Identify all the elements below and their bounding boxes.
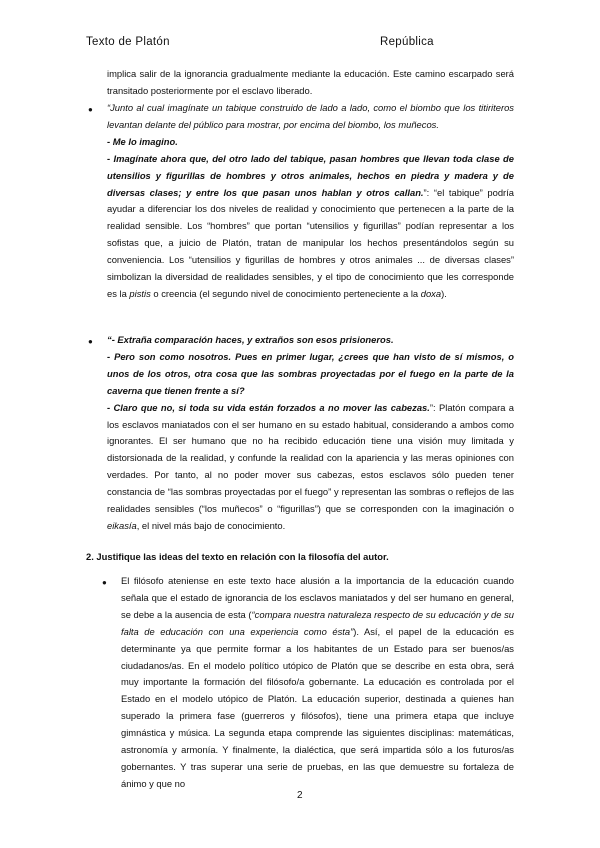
list-item-quote-tabique — [107, 100, 514, 303]
term-pistis: pistis — [129, 287, 151, 299]
question-heading: 2. Justifique las ideas del texto en relación con la filosofía del autor. — [86, 551, 389, 562]
commentary-text: ). — [441, 287, 447, 299]
header-title-right: República — [380, 36, 434, 48]
header-title-left: Texto de Platón — [86, 36, 170, 48]
quote-text: “- Extraña comparación haces, y extraños son esos prisioneros. — [107, 334, 394, 345]
answer-text: El filósofo ateniense en este texto hace alusión a la importancia de la educación cuando señala que el estado de ignorancia de los esclavos maniatados y del ser humano en general, se debe a la ausencia de esta ( — [121, 575, 514, 620]
commentary-text: ”: “el tabique” podría ayudar a diferenciar los dos niveles de realidad y conocimiento que pertenecen a la parte de la realidad sensible. Los “hombres” que portan “utensilios y figurillas” podían representar a los sofistas que, a juicio de Platón, tratan de manipular los hechos presentándolos según su conveniencia. Los “utensilios y figurillas de hombres y otros animales ... de diversas clases” simbolizan la diversidad de realidades sensibles, y el tipo de conocimiento que les corresponde es la — [107, 186, 514, 299]
term-eikasia: eikasía — [107, 519, 137, 531]
answer-text: ). Así, el papel de la educación es determinante ya que permite formar a los habitantes de un Estado para ser buenos/as ciudadanos/as. En el modelo político utópico de Platón que se describe en esta obra, será muy importante la formación del filósofo/a gobernante. La educación es controlada por el Estado en el modelo utópico de Platón. La educación superior, destinada a quienes han superado la primera fase (guerreros y filósofos), tiene una primera etapa que incluye gimnástica y música. La segunda etapa comprende las siguientes disciplinas: matemáticas, astronomía y armonía. Y finalmente, la dialéctica, que será impartida sólo a los futuros/as gobernantes. Y tras superar una serie de pruebas, en las que demuestre su fortaleza de ánimo y que no — [121, 625, 514, 789]
bullet-icon: ● — [88, 105, 93, 114]
commentary-text: , el nivel más bajo de conocimiento. — [136, 519, 286, 531]
quote-text: - Pero son como nosotros. Pues en primer lugar, ¿crees que han visto de sí mismos, o unos de los otros, otra cosa que las sombras proyectadas por el fuego en la parte de la caverna que tienen frente a sí? — [107, 350, 514, 396]
quote-text: “Junto al cual imagínate un tabique construido de lado a lado, como el biombo que los titiriteros levantan delante del público para mostrar, por encima del biombo, los muñecos. — [107, 102, 514, 130]
commentary-text: o creencia (el segundo nivel de conocimiento perteneciente a la — [150, 287, 421, 299]
page-number: 2 — [297, 790, 303, 801]
list-item-quote-prisioneros — [107, 332, 514, 535]
quote-text: - Imagínate ahora que, del otro lado del tabique, pasan hombres que llevan toda clase de utensilios y figurillas de hombres y otros animales, hechos en piedra y madera y de diversas clases; y entre los que pasan unos hablan y otros callan. — [107, 152, 514, 198]
bullet-icon: ● — [102, 578, 107, 587]
quote-text: - Claro que no, si toda su vida están forzados a no mover las cabezas. — [107, 401, 430, 413]
quote-text: “compara nuestra naturaleza respecto de su educación y de su falta de educación con una experiencia como ésta” — [121, 608, 514, 637]
term-doxa: doxa — [420, 287, 442, 299]
bullet-icon: ● — [88, 337, 93, 346]
paragraph-intro-continued: implica salir de la ignorancia gradualmente mediante la educación. Este camino escarpado será transitado posteriormente por el esclavo liberado. — [107, 68, 514, 96]
list-item-education — [121, 573, 514, 793]
quote-text: - Me lo imagino. — [107, 135, 178, 147]
commentary-text: ”: Platón compara a los esclavos maniatados con el ser humano en su estado habitual, considerando a ambos como ignorantes. El ser humano que no ha recibido educación tiene una visión muy limitada y distorsionada de la realidad, y confunde la realidad con la apariencia y las meras opiniones con verdades. Por tanto, al no poder mover sus cabezas, estos esclavos sólo pueden tener constancia de “las sombras proyectadas por el fuego” y representan las sombras o reflejos de las realidades sensibles (“los muñecos” o “figurillas”) que se corresponden con la imaginación o — [107, 401, 515, 515]
